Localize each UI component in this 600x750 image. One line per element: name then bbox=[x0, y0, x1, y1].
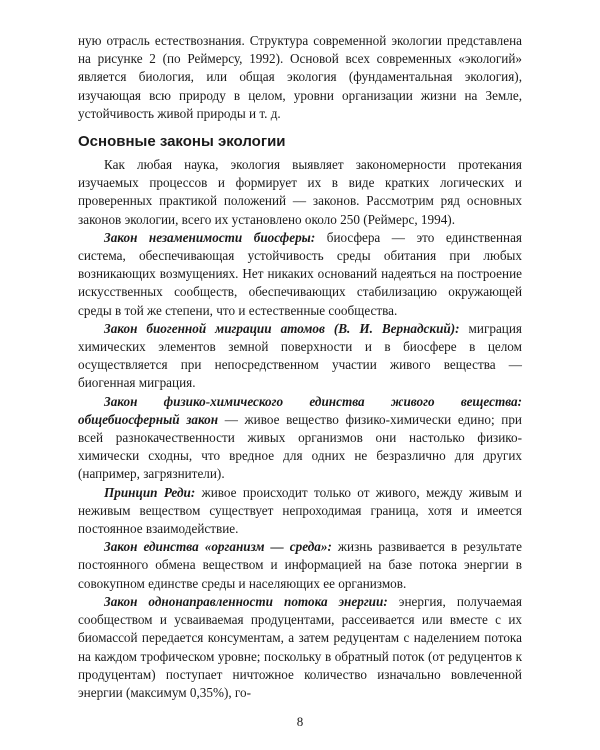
page-number: 8 bbox=[296, 714, 304, 729]
law-text: миграция химических элементов земной поверхности и в биосфере в целом осуществляется при непосредственном участии живого вещества — биогенная миграция. bbox=[78, 320, 522, 391]
law-title: Закон физико-химического единства живого вещества: общебиосферный закон bbox=[78, 393, 522, 427]
law-paragraph bbox=[78, 484, 522, 539]
law-text: энергия, получаемая сообществом и усваиваемая продуцентами, рассеивается или вместе с их биомассой передается консументам, а затем редуцентам с наделением потока на каждом трофическом уровне; поскольку в обратный поток (от редуцентов к продуцентам) поступает ничтожное количество изначально вовлеченной энергии (максимум 0,35%), го- bbox=[78, 593, 522, 700]
law-paragraph bbox=[78, 229, 522, 320]
intro-paragraph: ную отрасль естествознания. Структура современной экологии представлена на рисунке 2 (по Реймерсу, 1992). Основой всех современных «экологий» является биология, или общая экология (фундаментальная экология), изучающая всю природу в целом, уровни организации жизни на Земле, устойчивость живой природы и т. д. bbox=[78, 33, 522, 121]
law-title: Принцип Реди: bbox=[104, 484, 196, 500]
section-heading: Основные законы экологии bbox=[78, 133, 286, 151]
law-title: Закон единства «организм — среда»: bbox=[104, 539, 332, 555]
law-paragraph bbox=[78, 593, 522, 702]
law-paragraph bbox=[78, 393, 522, 484]
law-text: жизнь развивается в результате постоянного обмена веществом и информацией на базе потока энергии в совокупном единстве среды и населяющих ее организмов. bbox=[78, 539, 522, 591]
lead-paragraph: Как любая наука, экология выявляет закономерности протекания изучаемых процессов и формирует их в виде кратких логических и проверенных практикой положений — законов. Рассмотрим ряд основных законов экологии, всего их установлено около 250 (Реймерс, 1994). bbox=[78, 157, 522, 227]
law-text: биосфера — это единственная система, обеспечивающая устойчивость среды обитания при любых возникающих возмущениях. Нет никаких оснований надеяться на построение искусственных сообществ, обеспечивающих стабилизацию окружающей среды в той же степени, что и естественные сообщества. bbox=[78, 229, 522, 318]
law-title: Закон однонаправленности потока энергии: bbox=[104, 593, 388, 609]
law-title: Закон биогенной миграции атомов (В. И. Вернадский): bbox=[104, 320, 460, 336]
law-title: Закон незаменимости биосферы: bbox=[104, 229, 316, 245]
law-text: — живое вещество физико-химически едино; при всей разнокачественности живых организмов они настолько физико-химически сходны, что вредное для одних не безразлично для других (например, загрязнители). bbox=[78, 411, 522, 482]
law-paragraph bbox=[78, 538, 522, 593]
law-paragraph bbox=[78, 320, 522, 393]
law-text: живое происходит только от живого, между живым и неживым веществом существует непроходимая граница, хотя и имеется постоянное взаимодействие. bbox=[78, 484, 522, 537]
